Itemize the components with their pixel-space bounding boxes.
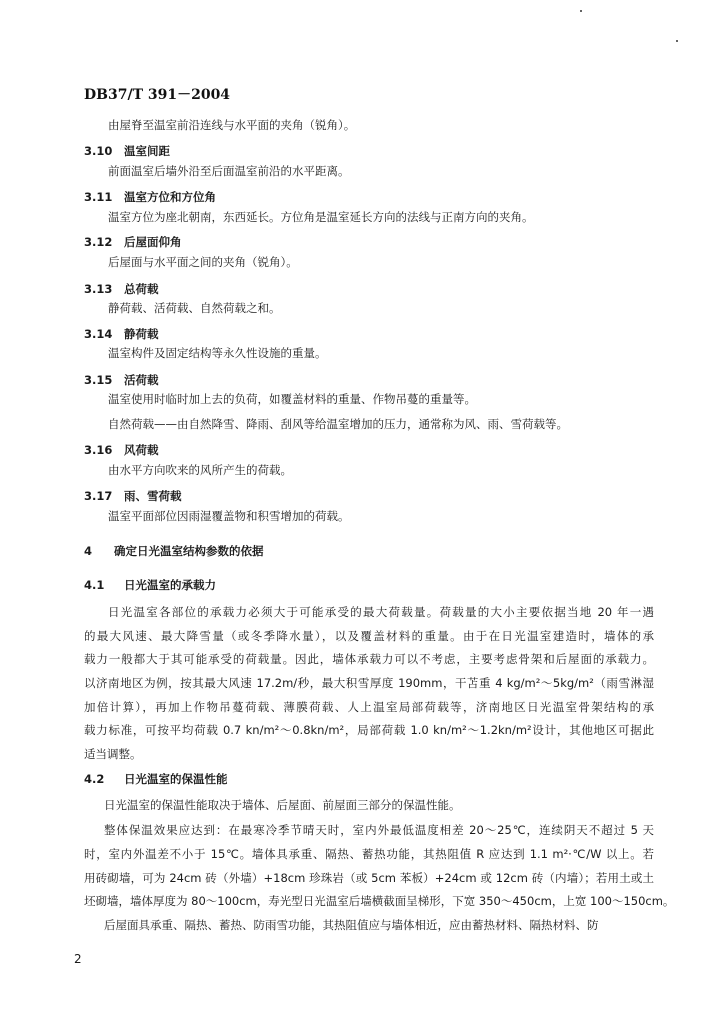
clause-title: 后屋面仰角 <box>124 235 182 249</box>
standard-code-header: DB37/T 391－2004 <box>84 87 231 103</box>
section-title: 日光温室的承载力 <box>124 578 216 592</box>
paragraph-line: 载力标准，可按平均荷载 0.7 kn/m²～0.8kn/m²，局部荷载 1.0 kn/m²～1.2kn/m²设计，其他地区可据此 <box>84 723 654 737</box>
paragraph-line: 后屋面具承重、隔热、蓄热、防雨雪功能，其热阻值应与墙体相近，应由蓄热材料、隔热材料、防 <box>104 918 599 932</box>
definition-term-heading <box>84 281 159 297</box>
definition-text: 温室构件及固定结构等永久性设施的重量。 <box>108 346 327 360</box>
paragraph-line: 整体保温效果应达到：在最寒冷季节晴天时，室内外最低温度相差 20～25℃，连续阴天不超过 5 天 <box>104 823 654 837</box>
section-title: 日光温室的保温性能 <box>124 772 228 786</box>
paragraph-line: 的最大风速、最大降雪量（或冬季降水量），以及覆盖材料的重量。由于在日光温室建造时，墙体的承 <box>84 629 654 643</box>
definition-text: 温室使用时临时加上去的负荷，如覆盖材料的重量、作物吊蔓的重量等。 <box>108 392 476 406</box>
definition-term-heading <box>84 234 182 250</box>
clause-title: 活荷载 <box>124 373 159 387</box>
clause-number: 3.12 <box>84 235 113 249</box>
paragraph-line: 以济南地区为例，按其最大风速 17.2m/秒，最大积雪厚度 190mm，干苫重 4 kg/m²～5kg/m²（雨雪淋湿 <box>84 676 654 690</box>
clause-number: 3.11 <box>84 190 113 204</box>
clause-title: 温室间距 <box>124 144 170 158</box>
definition-term-heading <box>84 372 159 388</box>
paragraph-line: 用砖砌墙，可为 24cm 砖（外墙）+18cm 珍珠岩（或 5cm 苯板）+24cm 或 12cm 砖（内墙）；若用土或土 <box>84 871 654 885</box>
section-number: 4.1 <box>84 578 105 592</box>
section-4-heading <box>84 543 264 559</box>
definition-text: 自然荷载——由自然降雪、降雨、刮风等给温室增加的压力，通常称为风、雨、雪荷载等。 <box>108 417 568 431</box>
scan-speck <box>676 40 678 42</box>
definition-text: 由水平方向吹来的风所产生的荷载。 <box>108 463 292 477</box>
definition-text: 前面温室后墙外沿至后面温室前沿的水平距离。 <box>108 164 350 178</box>
definition-term-heading <box>84 488 182 504</box>
section-4-1-heading <box>84 577 216 593</box>
definition-text: 温室平面部位因雨湿覆盖物和积雪增加的荷载。 <box>108 509 350 523</box>
definition-term-heading <box>84 326 159 342</box>
clause-number: 3.17 <box>84 489 113 503</box>
paragraph-line: 载力一般都大于其可能承受的荷载量。因此，墙体承载力可以不考虑，主要考虑骨架和后屋面的承载力。 <box>84 652 654 666</box>
clause-title: 风荷载 <box>124 443 159 457</box>
clause-number: 3.16 <box>84 443 113 457</box>
scan-speck <box>580 10 582 12</box>
paragraph-line: 适当调整。 <box>84 747 142 761</box>
clause-number: 3.13 <box>84 282 113 296</box>
clause-title: 静荷载 <box>124 327 159 341</box>
section-number: 4 <box>84 544 93 558</box>
paragraph-line: 日光温室的保温性能取决于墙体、后屋面、前屋面三部分的保温性能。 <box>104 798 461 812</box>
page-number: 2 <box>74 952 82 966</box>
definition-text: 由屋脊至温室前沿连线与水平面的夹角（锐角）。 <box>108 118 356 132</box>
definition-term-heading <box>84 442 159 458</box>
paragraph-line: 加倍计算），再加上作物吊蔓荷载、薄膜荷载、人上温室局部荷载等，济南地区日光温室骨架结构的承 <box>84 700 654 714</box>
clause-title: 雨、雪荷载 <box>124 489 182 503</box>
paragraph-line: 日光温室各部位的承载力必须大于可能承受的最大荷载量。荷载量的大小主要依据当地 20 年一遇 <box>108 605 654 619</box>
paragraph-line: 坯砌墙，墙体厚度为 80～100cm，寿光型日光温室后墙横截面呈梯形，下宽 350～450cm，上宽 100～150cm。 <box>84 894 675 908</box>
definition-term-heading <box>84 143 170 159</box>
section-number: 4.2 <box>84 772 105 786</box>
clause-number: 3.15 <box>84 373 113 387</box>
paragraph-line: 时，室内外温差不小于 15℃。墙体具承重、隔热、蓄热功能，其热阻值 R 应达到 1.1 m²·℃/W 以上。若 <box>84 847 654 861</box>
definition-text: 温室方位为座北朝南，东西延长。方位角是温室延长方向的法线与正南方向的夹角。 <box>108 210 534 224</box>
definition-term-heading <box>84 189 216 205</box>
definition-text: 静荷载、活荷载、自然荷载之和。 <box>108 301 281 315</box>
clause-number: 3.14 <box>84 327 113 341</box>
clause-number: 3.10 <box>84 144 113 158</box>
section-title: 确定日光温室结构参数的依据 <box>114 544 264 558</box>
clause-title: 总荷载 <box>124 282 159 296</box>
clause-title: 温室方位和方位角 <box>124 190 216 204</box>
definition-text: 后屋面与水平面之间的夹角（锐角）。 <box>108 255 298 269</box>
section-4-2-heading <box>84 771 228 787</box>
